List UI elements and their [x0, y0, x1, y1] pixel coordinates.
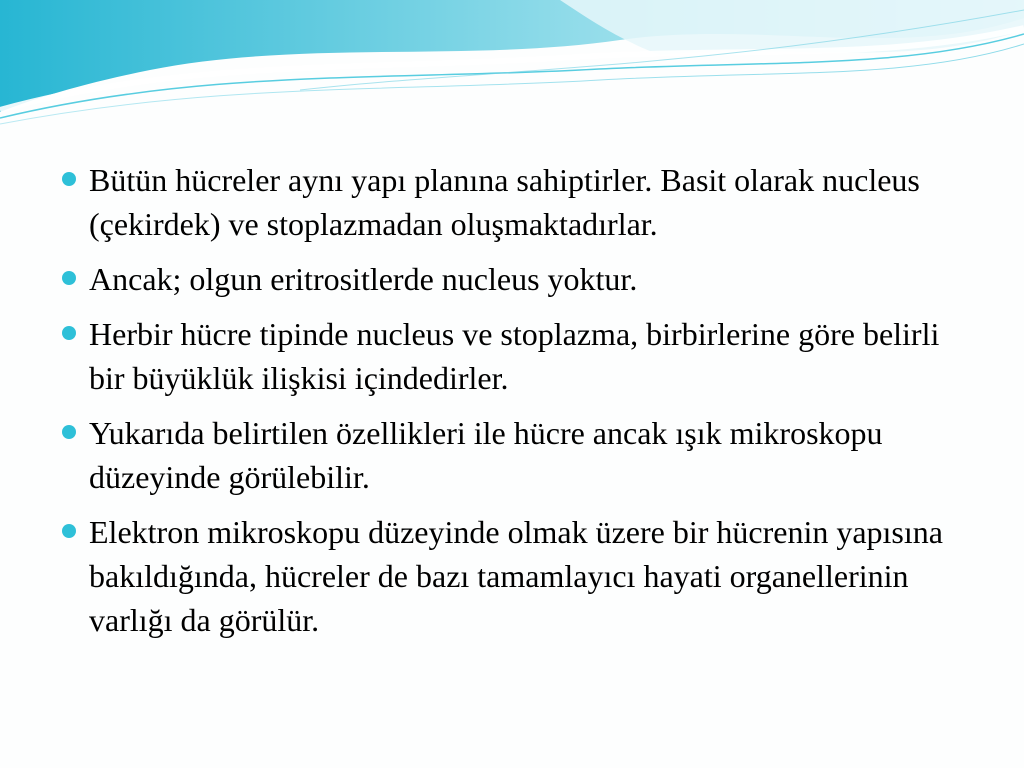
bullet-item	[62, 312, 982, 400]
bullet-text: Elektron mikroskopu düzeyinde olmak üzere bir hücrenin yapısına bakıldığında, hücreler de bazı tamamlayıcı hayati organellerinin varlığı da görülür.	[89, 514, 943, 638]
bullet-item	[62, 510, 982, 642]
bullet-text: Bütün hücreler aynı yapı planına sahiptirler. Basit olarak nucleus (çekirdek) ve stoplazmadan oluşmaktadırlar.	[89, 162, 920, 242]
bullet-item	[62, 411, 982, 499]
wave-header-decoration	[0, 0, 1024, 130]
bullet-text: Ancak; olgun eritrositlerde nucleus yoktur.	[89, 261, 638, 297]
bullet-icon	[62, 271, 76, 285]
bullet-list	[62, 158, 982, 653]
bullet-icon	[62, 425, 76, 439]
bullet-text: Yukarıda belirtilen özellikleri ile hücre ancak ışık mikroskopu düzeyinde görülebilir.	[89, 415, 883, 495]
bullet-item	[62, 257, 982, 301]
bullet-icon	[62, 524, 76, 538]
bullet-text: Herbir hücre tipinde nucleus ve stoplazma, birbirlerine göre belirli bir büyüklük ilişkisi içindedirler.	[89, 316, 940, 396]
bullet-icon	[62, 172, 76, 186]
bullet-icon	[62, 326, 76, 340]
bullet-item	[62, 158, 982, 246]
